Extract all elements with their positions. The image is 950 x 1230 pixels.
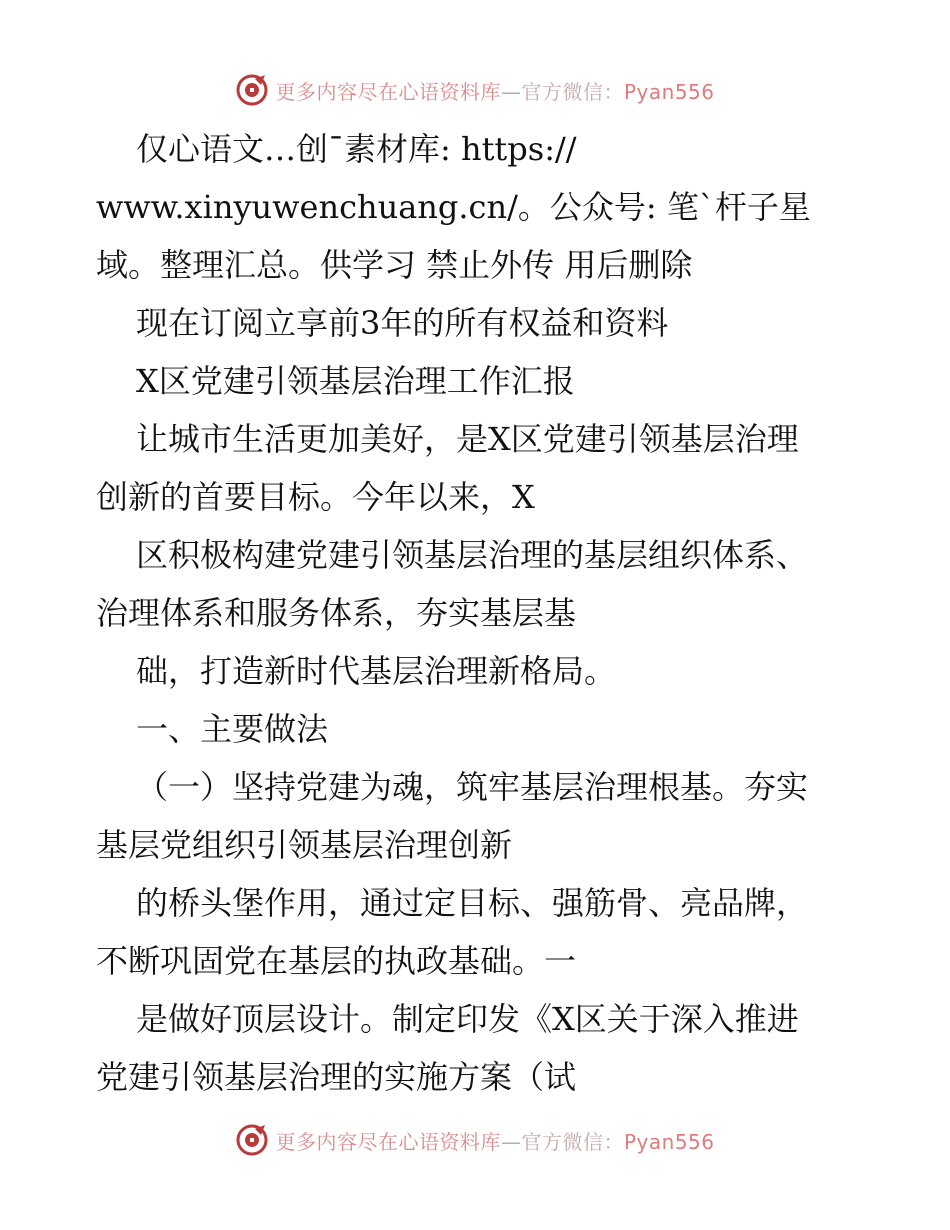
- banner-account: Pyan556: [623, 79, 715, 104]
- body-line: 不断巩固党在基层的执政基础。一: [96, 942, 577, 980]
- body-line: 区积极构建党建引领基层治理的基层组织体系、: [136, 536, 809, 574]
- banner-wechat-label: 官方微信：: [521, 79, 624, 104]
- body-line: www.xinyuwenchuang.cn/。公众号: 笔`杆子星: [96, 188, 811, 226]
- body-line: 让城市生活更加美好，是X区党建引领基层治理: [136, 420, 799, 458]
- body-line: 仅心语文…创¯素材库: https://: [136, 130, 577, 168]
- body-line: 基层党组织引领基层治理创新: [96, 826, 513, 864]
- body-line: 创新的首要目标。今年以来，X: [96, 478, 535, 516]
- body-line: 是做好顶层设计。制定印发《X区关于深入推进: [136, 1000, 799, 1038]
- banner-text: [275, 76, 714, 105]
- document-title: X区党建引领基层治理工作汇报: [136, 362, 575, 400]
- banner-title: 更多内容尽在心语资料库: [275, 79, 501, 104]
- banner-separator: —: [500, 79, 522, 104]
- logo-icon: [235, 1123, 269, 1157]
- document-body: [96, 120, 876, 1106]
- banner-wechat-label: 官方微信：: [521, 1129, 624, 1154]
- banner-title: 更多内容尽在心语资料库: [275, 1129, 501, 1154]
- banner-account: Pyan556: [623, 1129, 715, 1154]
- banner-separator: —: [500, 1129, 522, 1154]
- banner-text: [275, 1126, 714, 1155]
- logo-icon: [235, 73, 269, 107]
- body-line: 础，打造新时代基层治理新格局。: [136, 652, 617, 690]
- body-line: 治理体系和服务体系，夯实基层基: [96, 594, 577, 632]
- body-line: 党建引领基层治理的实施方案（试: [96, 1058, 577, 1096]
- footer-banner: [0, 1120, 950, 1160]
- section-heading: 一、主要做法: [136, 710, 329, 748]
- subsection-heading: （一）坚持党建为魂，筑牢基层治理根基。夯实: [136, 768, 809, 806]
- body-line: 的桥头堡作用，通过定目标、强筋骨、亮品牌，: [136, 884, 809, 922]
- body-line: 现在订阅立享前3年的所有权益和资料: [136, 304, 669, 342]
- header-banner: [0, 70, 950, 110]
- body-line: 域。整理汇总。供学习 禁止外传 用后删除: [96, 246, 693, 284]
